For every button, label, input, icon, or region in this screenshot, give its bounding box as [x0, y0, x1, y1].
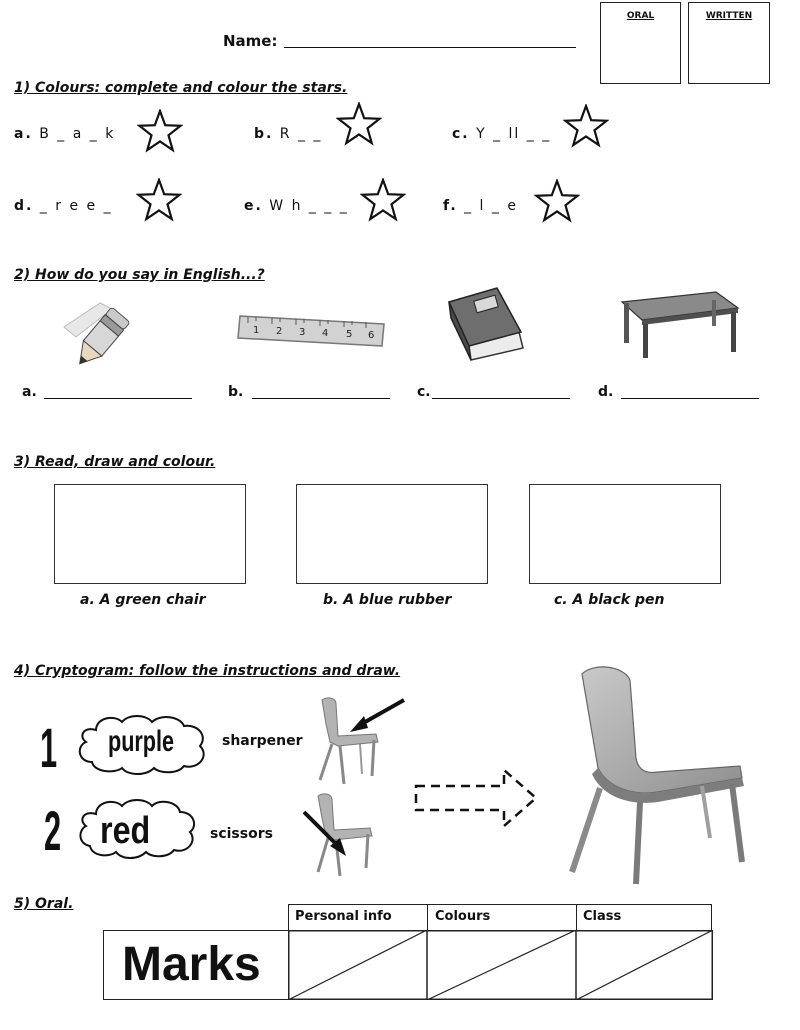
book-icon [445, 284, 531, 364]
object-label: sharpener [222, 733, 303, 749]
item-letter: b. [254, 126, 274, 142]
chair-icon [310, 694, 410, 786]
written-score-box[interactable] [688, 2, 770, 84]
caption-text: A blue rubber [343, 592, 452, 608]
answer-line-b[interactable] [252, 398, 390, 399]
blank-word[interactable]: _ r e e _ [39, 198, 113, 214]
star-icon[interactable] [534, 179, 580, 225]
caption-a [80, 592, 206, 608]
item-letter: e. [244, 198, 263, 214]
section2-title: 2) How do you say in English...? [14, 267, 265, 283]
star-icon[interactable] [360, 178, 406, 224]
section3-title: 3) Read, draw and colour. [14, 454, 216, 470]
cloud-colour-word: red [100, 810, 151, 852]
blank-word[interactable]: B _ a _ k [39, 126, 116, 142]
caption-letter: b. [323, 592, 339, 608]
ruler-number: 2 [276, 326, 283, 337]
drawing-box-b[interactable] [296, 484, 488, 584]
caption-text: A green chair [99, 592, 206, 608]
colour-item-a [14, 126, 115, 142]
answer-letter: d. [598, 384, 614, 400]
colour-item-c [452, 126, 551, 142]
marks-header-row [288, 904, 712, 930]
colour-item-d [14, 198, 113, 214]
answer-line-d[interactable] [621, 398, 759, 399]
caption-c [554, 592, 664, 608]
caption-letter: c. [554, 592, 568, 608]
ruler-number: 1 [253, 325, 260, 336]
marks-score-cells[interactable] [288, 930, 713, 1000]
column-header: Personal info [295, 909, 392, 924]
written-label: WRITTEN [705, 11, 753, 21]
dashed-arrow-icon [412, 766, 542, 830]
blank-word[interactable]: Y _ ll _ _ [476, 126, 552, 142]
colour-item-e [244, 198, 349, 214]
column-header: Colours [435, 909, 491, 924]
oral-score-box[interactable] [600, 2, 681, 84]
star-icon[interactable] [336, 102, 382, 148]
row-number: 2 [44, 799, 62, 862]
name-field[interactable] [284, 47, 576, 48]
star-icon[interactable] [137, 109, 183, 155]
drawing-box-a[interactable] [54, 484, 246, 584]
star-icon[interactable] [563, 104, 609, 150]
blank-word[interactable]: W h _ _ _ [269, 198, 349, 214]
caption-text: A black pen [572, 592, 665, 608]
marks-label: Marks [122, 938, 261, 991]
cloud-colour-word: purple [108, 725, 175, 758]
star-icon[interactable] [136, 178, 182, 224]
item-letter: f. [443, 198, 458, 214]
answer-letter: b. [228, 384, 244, 400]
answer-line-c[interactable] [432, 398, 570, 399]
ruler-icon [236, 310, 386, 350]
section4-title: 4) Cryptogram: follow the instructions and draw. [14, 663, 401, 679]
section1-title: 1) Colours: complete and colour the stars. [14, 80, 348, 96]
ruler-number: 3 [299, 327, 306, 338]
answer-line-a[interactable] [44, 398, 192, 399]
drawing-box-c[interactable] [529, 484, 721, 584]
colour-item-b [254, 126, 322, 142]
table-icon [616, 286, 740, 360]
large-chair-icon [562, 662, 752, 887]
item-letter: c. [452, 126, 470, 142]
ruler-number: 4 [322, 328, 329, 339]
object-label: scissors [210, 826, 273, 842]
caption-b [323, 592, 451, 608]
section5-title: 5) Oral. [14, 896, 74, 912]
pencil-icon [60, 295, 150, 365]
marks-label-cell [103, 930, 289, 1000]
item-letter: d. [14, 198, 34, 214]
blank-word[interactable]: _ l _ e [464, 198, 518, 214]
chair-icon [300, 792, 384, 878]
row-number: 1 [40, 716, 58, 779]
caption-letter: a. [80, 592, 95, 608]
name-label: Name: [223, 32, 278, 50]
ruler-number: 5 [346, 329, 353, 340]
blank-word[interactable]: R _ _ [279, 126, 323, 142]
oral-label: ORAL [626, 11, 655, 21]
colour-item-f [443, 198, 518, 214]
column-header: Class [583, 909, 622, 924]
ruler-number: 6 [368, 330, 375, 341]
answer-letter: a. [22, 384, 37, 400]
item-letter: a. [14, 126, 33, 142]
answer-letter: c. [417, 384, 431, 400]
